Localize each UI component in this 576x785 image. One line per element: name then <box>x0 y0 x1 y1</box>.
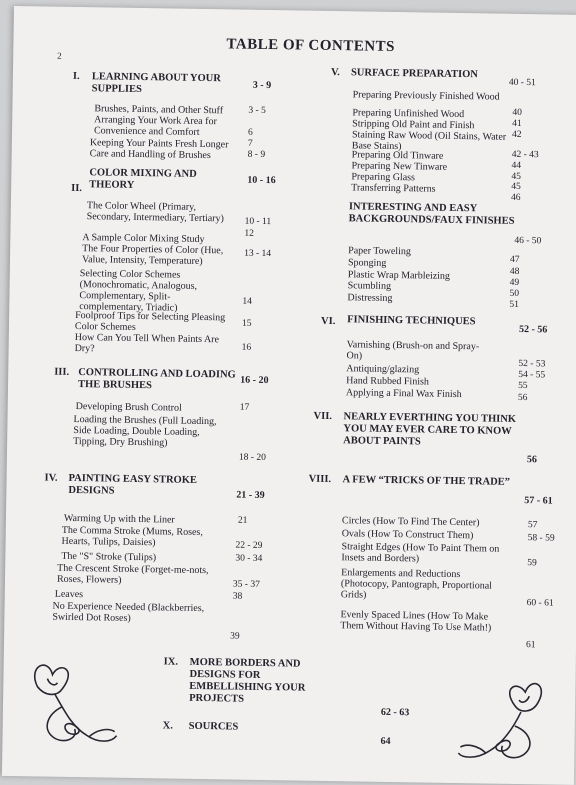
section-pages: 46 - 50 <box>514 235 542 247</box>
toc-entry-pages: 52 - 53 <box>518 358 546 370</box>
toc-entry: Applying a Final Wax Finish <box>345 387 462 401</box>
section-numeral: VII. <box>313 410 333 423</box>
section-numeral: III. <box>54 366 70 378</box>
toc-entry-pages: 61 <box>525 640 536 651</box>
toc-entry: How Can You Tell When Paints Are Dry? <box>74 331 220 355</box>
toc-entry-pages: 46 <box>510 192 521 203</box>
toc-entry: The Four Properties of Color (Hue, Value, Intensity, Temperature) <box>81 243 224 267</box>
toc-entry-pages: 44 <box>511 160 522 171</box>
section-title: NEARLY EVERTHING YOU THINK YOU MAY EVER CARE TO KNOW ABOUT PAINTS <box>343 411 517 448</box>
toc-entry: Hand Rubbed Finish <box>346 375 430 388</box>
toc-entry: No Experience Needed (Blackberries, Swirled Dot Roses) <box>52 600 205 624</box>
toc-entry-pages: 40 <box>512 107 522 118</box>
toc-entry-pages: 50 <box>509 288 520 299</box>
section-title: INTERESTING AND EASY BACKGROUNDS/FAUX FINISHES <box>348 201 515 227</box>
toc-entry-pages: 3 - 5 <box>248 105 266 116</box>
section-pages: 21 - 39 <box>236 489 265 501</box>
section-pages: 57 - 61 <box>524 495 553 507</box>
toc-entry-pages: 42 <box>511 129 522 140</box>
toc-entry-pages: 38 <box>232 591 243 602</box>
toc-entry-pages: 56 <box>517 392 528 404</box>
toc-entry-pages: 22 - 29 <box>235 540 263 551</box>
toc-entry-pages: 13 - 14 <box>244 248 272 260</box>
section-numeral: I. <box>72 70 80 83</box>
toc-entry: Preparing Unfinished Wood <box>352 107 465 121</box>
toc-entry-pages: 12 <box>244 228 255 239</box>
toc-entry-text: Arranging Your Work Area for Convenience and Comfort <box>93 114 217 138</box>
toc-entry: Evenly Spaced Lines (How To Make Them Without Having To Use Math!) <box>340 609 492 634</box>
section-numeral: IX. <box>163 656 179 668</box>
toc-entry-pages: 30 - 34 <box>235 553 263 564</box>
section-title: PAINTING EASY STROKE DESIGNS <box>68 472 198 497</box>
toc-entry-pages: 45 <box>511 181 521 192</box>
toc-entry-pages: 54 - 55 <box>518 369 546 381</box>
section-title: FINISHING TECHNIQUES <box>347 314 476 328</box>
toc-entry-pages: 8 - 9 <box>247 149 266 160</box>
toc-entry: Brushes, Paints, and Other Stuff <box>94 103 224 117</box>
toc-entry-pages: 16 <box>241 342 252 353</box>
toc-entry <box>94 114 244 138</box>
toc-entry-pages: 35 - 37 <box>232 579 260 590</box>
toc-entry: Enlargements and Reductions (Photocopy, Pantograph, Proportional Grids) <box>340 567 493 601</box>
toc-entry: The Comma Stroke (Mums, Roses, Hearts, Tulips, Daisies) <box>61 524 203 549</box>
toc-entry-pages: 15 <box>241 318 252 329</box>
toc-entry: Antiquing/glazing <box>346 363 420 376</box>
section-numeral: V. <box>330 66 340 79</box>
toc-entry-pages: 49 <box>509 277 520 288</box>
toc-entry: Ovals (How To Construct Them) <box>341 528 474 542</box>
section-pages: 56 <box>526 454 538 466</box>
section-numeral: IV. <box>44 472 58 484</box>
section-numeral: VIII. <box>308 473 332 486</box>
toc-entry-pages: 42 - 43 <box>511 149 539 161</box>
toc-entry-pages: 21 <box>237 515 248 526</box>
page-number: 2 <box>57 50 62 61</box>
section-pages: 40 - 51 <box>508 77 536 89</box>
toc-entry: Keeping Your Paints Fresh Longer <box>89 137 229 151</box>
section-title: A FEW “TRICKS OF THE TRADE” <box>342 474 511 488</box>
toc-entry: Loading the Brushes (Full Loading, Side Loading, Double Loading, Tipping, Dry Brushing) <box>73 413 217 449</box>
toc-entry: A Sample Color Mixing Study <box>82 232 205 246</box>
section-pages: 10 - 16 <box>247 174 276 187</box>
toc-entry: Staining Raw Wood (Oil Stains, Water Base Stains) <box>351 129 507 153</box>
toc-entry: Warming Up with the Liner <box>63 512 175 526</box>
section-heading <box>73 71 80 83</box>
toc-entry-pages: 47 <box>509 254 520 265</box>
toc-entry-pages: 7 <box>247 138 253 149</box>
toc-entry: Selecting Color Schemes (Monochromatic, Analogous, Complementary, Split-complementary, Triadic) <box>79 268 198 314</box>
section-numeral: II. <box>71 182 83 195</box>
section-pages: 52 - 56 <box>518 323 548 336</box>
section-title: LEARNING ABOUT YOUR SUPPLIES <box>91 71 221 96</box>
toc-entry-pages: 17 <box>239 402 250 413</box>
tulip-ornament-left <box>16 656 128 758</box>
toc-entry: Plastic Wrap Marbleizing <box>347 269 451 282</box>
section-title: SOURCES <box>188 720 239 733</box>
toc-entry: Stripping Old Paint and Finish <box>352 118 475 132</box>
toc-entry: Varnishing (Brush-on and Spray-On) <box>346 339 480 362</box>
section-title: COLOR MIXING AND THEORY <box>89 167 197 191</box>
toc-entry: Preparing Glass <box>351 171 416 184</box>
toc-entry: Straight Edges (How To Paint Them on Insets and Borders) <box>341 541 500 565</box>
toc-entry: Sponging <box>347 257 387 269</box>
toc-entry: Foolproof Tips for Selecting Pleasing Color Schemes <box>74 309 226 333</box>
section-title: SURFACE PREPARATION <box>350 67 478 81</box>
toc-entry-pages: 39 <box>230 631 240 642</box>
toc-entry-pages: 41 <box>512 118 522 129</box>
toc-entry: Distressing <box>347 292 393 304</box>
tulip-ornament-right <box>452 673 564 775</box>
toc-entry-pages: 60 - 61 <box>526 598 554 609</box>
section-pages: 62 - 63 <box>380 706 410 719</box>
toc-entry-pages: 58 - 59 <box>527 533 555 544</box>
toc-entry: Circles (How To Find The Center) <box>341 515 480 529</box>
section-pages: 64 <box>380 735 391 748</box>
section-pages: 16 - 20 <box>240 374 269 387</box>
section-title: CONTROLLING AND LOADING THE BRUSHES <box>77 367 236 392</box>
toc-entry-pages: 18 - 20 <box>238 452 266 464</box>
toc-entry: Transferring Patterns <box>351 182 436 195</box>
toc-entry: The "S" Stroke (Tulips) <box>61 550 157 564</box>
section-numeral: VI. <box>320 315 336 328</box>
page-title: TABLE OF CONTENTS <box>226 36 396 55</box>
toc-entry: The Crescent Stroke (Forget-me-nots, Roses, Flowers) <box>56 562 209 586</box>
toc-entry: Scumbling <box>347 280 392 292</box>
toc-entry-pages: 48 <box>509 266 520 277</box>
toc-entry: Developing Brush Control <box>75 401 182 414</box>
toc-entry: The Color Wheel (Primary, Secondary, Intermediary, Tertiary) <box>86 200 224 225</box>
toc-entry: Preparing Previously Finished Wood <box>352 89 500 103</box>
toc-entry-pages: 57 <box>527 520 538 531</box>
toc-entry-pages: 45 <box>511 171 521 182</box>
toc-entry-pages: 59 <box>527 558 537 569</box>
toc-entry-pages: 6 <box>247 127 253 138</box>
toc-entry-pages: 10 - 11 <box>244 216 272 228</box>
toc-entry: Preparing Old Tinware <box>351 149 444 162</box>
book-page <box>2 6 576 785</box>
section-title: MORE BORDERS AND DESIGNS FOR EMBELLISHING YOUR PROJECTS <box>189 656 306 705</box>
section-numeral: X. <box>162 720 174 732</box>
toc-entry-pages: 51 <box>509 299 519 310</box>
toc-entry: Care and Handling of Brushes <box>89 148 211 162</box>
toc-entry-pages: 14 <box>242 296 252 307</box>
toc-entry: Preparing New Tinware <box>351 160 448 173</box>
toc-entry: Leaves <box>54 588 84 601</box>
toc-entry-pages: 55 <box>518 380 528 392</box>
toc-entry: Paper Toweling <box>348 245 411 258</box>
section-pages: 3 - 9 <box>252 79 272 92</box>
